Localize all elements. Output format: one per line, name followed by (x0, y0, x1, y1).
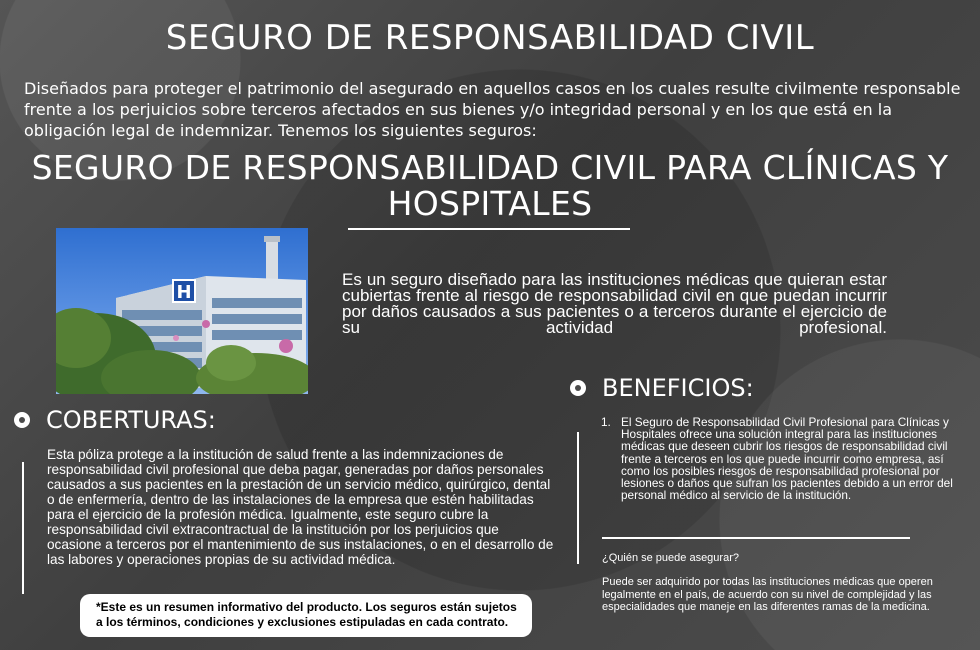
product-description: Es un seguro diseñado para las instituciones médicas que quieran estar cubiertas frente al riesgo de responsabilidad civil en que puedan incurrir por daños causados a sus pacientes o a terceros durante el ejercicio de su actividad profesional. (342, 270, 887, 337)
coberturas-heading-label: COBERTURAS: (46, 406, 216, 434)
list-item-text: El Seguro de Responsabilidad Civil Profesional para Clínicas y Hospitales ofrece una solución integral para las instituciones médicas que deseen cubrir los riesgos de responsabilidad civil frente a terceros en los que puede incurrir como empresa, así como los posibles riesgos de responsabilidad profesional por lesiones o daños que sufran los pacientes debido a un error del personal médico al servicio de la institución. (621, 415, 953, 503)
disclaimer-text: *Este es un resumen informativo del producto. Los seguros están sujetos a los términos, condiciones y exclusiones estipuladas en cada contrato. (96, 600, 517, 629)
coberturas-heading (14, 406, 216, 434)
product-title: SEGURO DE RESPONSABILIDAD CIVIL PARA CLÍNICAS Y HOSPITALES (31, 148, 949, 223)
beneficios-rule (602, 537, 910, 539)
faq-question: ¿Quién se puede asegurar? (602, 552, 739, 564)
intro-paragraph: Diseñados para proteger el patrimonio del asegurado en aquellos casos en los cuales resulte civilmente responsable frente a los perjuicios sobre terceros afectados en sus bienes y/o integridad personal y en los que está en la obligación legal de indemnizar. Tenemos los siguientes seguros: (24, 79, 961, 140)
circle-bullet-icon (570, 380, 586, 396)
beneficios-heading-label: BENEFICIOS: (602, 374, 754, 402)
page-title: SEGURO DE RESPONSABILIDAD CIVIL (165, 18, 815, 58)
list-item (601, 416, 969, 501)
beneficios-divider (577, 432, 579, 564)
title-underline (348, 228, 630, 230)
circle-bullet-icon (14, 412, 30, 428)
coberturas-text: Esta póliza protege a la institución de salud frente a las indemnizaciones de responsabilidad civil profesional que deba pagar, generadas por daños personales causados a sus pacientes en la prestación de un servicio médico, quirúrgico, dental o de enfermería, dentro de las instalaciones de la empresa que estén habilitadas para el ejercicio de la profesión médica. Igualmente, este seguro cubre la responsabilidad civil extracontractual de la institución por los perjuicios que ocasione a terceros por el mantenimiento de sus instalaciones, o en el desarrollo de las labores y operaciones propias de su actividad médica. (47, 447, 554, 567)
faq-answer: Puede ser adquirido por todas las instituciones médicas que operen legalmente en el país, de acuerdo con su nivel de complejidad y las especialidades que maneje en las diferentes ramas de la medicina. (602, 576, 933, 613)
hospital-sign-letter: H (176, 282, 192, 303)
beneficios-list (601, 416, 969, 501)
beneficios-heading (570, 374, 754, 402)
disclaimer-box (80, 594, 532, 637)
hospital-photo (56, 228, 308, 394)
coberturas-divider (22, 462, 24, 594)
list-item-number: 1. (601, 415, 611, 429)
